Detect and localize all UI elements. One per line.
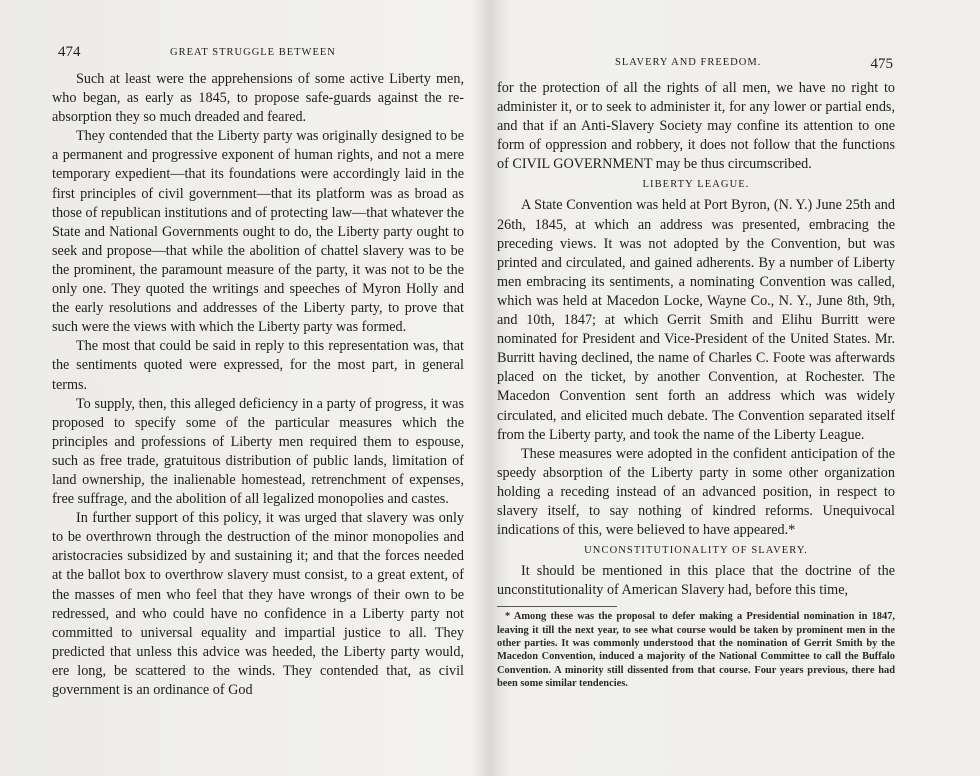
paragraph: The most that could be said in reply to this representation was, that the sentiments quoted were expressed, for the most part, in general terms. [52, 338, 464, 393]
section-heading-liberty-league: LIBERTY LEAGUE. [642, 179, 750, 191]
footnote: * Among these was the proposal to defer making a Presidential nomination in 1847, leaving it till the next year, to see what course would be taken by prominent men in the other parties. It was commonly understood that the nomination of Gerrit Smith by the Macedon Convention, induced a majority of the National Committee to call the Buffalo Convention. A minority still dissented from that course. Four years previous, there had been some similar tendencies. [497, 611, 895, 689]
paragraph: To supply, then, this alleged deficiency in a party of progress, it was proposed to specify some of the particular measures which the principles and professions of Liberty men required them to espouse, such as free trade, gratuitous distribution of public lands, limitation of land ownership, the inalienable homestead, retrenchment of expenses, free suffrage, and the abolition of all legalized monopolies and castes. [52, 395, 464, 508]
paragraph: It should be mentioned in this place that the doctrine of the unconstitutionality of American Slavery had, before this time, [497, 563, 895, 599]
running-head-title-left: GREAT STRUGGLE BETWEEN [170, 47, 336, 58]
paragraph: Such at least were the apprehensions of some active Liberty men, who began, as early as 1845, to propose safe-guards against the re-absorption they so much dreaded and feared. [52, 71, 464, 126]
paragraph: These measures were adopted in the confident anticipation of the speedy absorption of the Liberty party in some other organization holding a receding instead of an advanced position, in respect to slavery itself, to say nothing of kindred reforms. Unequivocal indications of this, were believed to have appeared.* [497, 445, 895, 539]
footnote-rule [497, 606, 617, 607]
page-number-right: 475 [870, 56, 893, 72]
paragraph: They contended that the Liberty party was originally designed to be a permanent and progressive exponent of human rights, and not a mere temporary expedient—that its foundations were accordingly laid in the first principles of civil government—that its platform was as broad as those of republican institutions and of protecting law—that whatever the State and National Governments ought to do, the Liberty party ought to seek and propose—that while the abolition of chattel slavery was to be the prominent, the paramount measure of the party, it was not to be the only one. They quoted the writings and speeches of Myron Holly and the early resolutions and addresses of the Liberty party, to prove that such were the views with which the Liberty party was formed. [52, 128, 464, 336]
running-head-left [52, 0, 464, 60]
page-number-left: 474 [58, 44, 81, 60]
paragraph: In further support of this policy, it was urged that slavery was only to be overthrown through the destruction of the minor monopolies and aristocracies subsidized by and sustaining it; and that the forces needed at the ballot box to overthrow slavery must consist, to a great extent, of the masses of men who feel that they have wrongs of their own to be redressed, and who could have no confidence in a Liberty party not committed to universal equality and impartial justice to all. They predicted that unless this advice was heeded, the Liberty party would, ere long, be scattered to the winds. They contended that, as civil government is an ordinance of God [52, 510, 464, 698]
paragraph: A State Convention was held at Port Byron, (N. Y.) June 25th and 26th, 1845, at which an address was presented, embracing the preceding views. It was not adopted by the Convention, but was printed and circulated, and gained adherents. By a number of Liberty men embracing its sentiments, a nominating Convention was called, which was held at Macedon Locke, Wayne Co., N. Y., June 8th, 9th, and 10th, 1847; at which Gerrit Smith and Elihu Burritt were nominated for President and Vice-President of the United States. Mr. Burritt having declined, the name of Charles C. Foote was afterwards placed on the ticket, by another Convention, at Rochester. The Macedon Convention sent forth an address which was widely circulated, and elicited much debate. The Convention separated itself from the Liberty party, and took the name of the Liberty League. [497, 197, 895, 443]
section-heading-unconstitutionality: UNCONSTITUTIONALITY OF SLAVERY. [584, 545, 808, 557]
running-head-right [497, 0, 895, 72]
left-page-text [52, 70, 464, 700]
right-page-text [497, 79, 895, 690]
continued-paragraph: for the protection of all the rights of all men, we have no right to administer it, or to seek to administer it, for any lower or partial ends, and that if an Anti-Slavery Society may confine its attention to one form of oppression and robbery, it does not follow that the functions of CIVIL GOVERNMENT may be thus circumscribed. [497, 80, 895, 173]
running-head-title-right: SLAVERY AND FREEDOM. [615, 57, 762, 68]
